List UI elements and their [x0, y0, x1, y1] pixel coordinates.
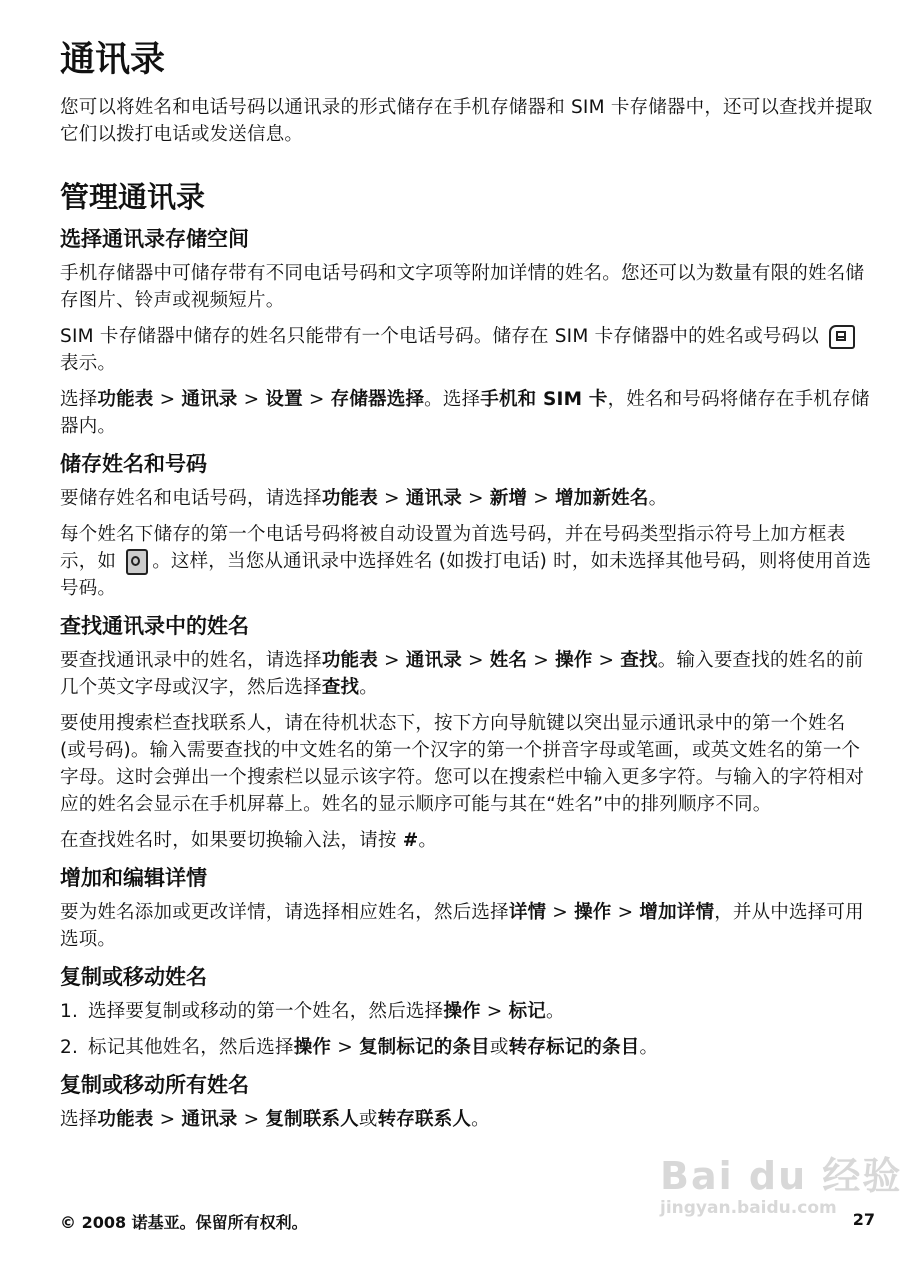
menu-path-item: 详情: [508, 902, 547, 923]
page-title: 通讯录: [60, 40, 166, 80]
menu-path-item: 转存联系人: [377, 1109, 472, 1130]
text-segment: 。选择: [424, 389, 481, 410]
text-segment: 您可以将姓名和电话号码以通讯录的形式储存在手机存储器和 SIM 卡存储器中，还可以查找并提取它们以拨打电话或发送信息。: [60, 97, 873, 145]
menu-path-item: 查找: [620, 650, 658, 671]
subsection-heading: 查找通讯录中的姓名: [60, 614, 249, 638]
paragraph: [60, 827, 875, 854]
menu-path-item: 操作: [443, 1001, 481, 1022]
text-segment: >: [331, 1037, 359, 1058]
subsection-heading: 增加和编辑详情: [60, 866, 207, 890]
menu-path-item: 标记: [508, 1001, 546, 1022]
watermark-logo: Bai du 经验: [660, 1154, 903, 1198]
paragraph: [60, 710, 875, 818]
section-heading: 管理通讯录: [60, 180, 206, 214]
paragraph: [60, 94, 875, 148]
text-segment: >: [237, 389, 266, 410]
text-segment: 表示。: [60, 353, 117, 374]
paragraph: [60, 386, 875, 440]
text-segment: 要使用搜索栏查找联系人，请在待机状态下，按下方向导航键以突出显示通讯录中的第一个姓名 (或号码)。输入需要查找的中文姓名的第一个汉字的第一个拼音字母或笔画，或英文姓名的第一个字母。这时会弹出一个搜索栏以显示该字符。您可以在搜索栏中输入更多字符。与输入的字符相对应的姓名会显示在手机屏幕上。姓名的显示顺序可能与其在“姓名”中的排列顺序不同。: [60, 713, 865, 815]
menu-path-item: 通讯录: [405, 488, 462, 509]
text-segment: 在查找姓名时，如果要切换输入法，请按: [60, 830, 403, 851]
menu-path-item: 操作: [555, 650, 593, 671]
page-number: 27: [852, 1210, 875, 1229]
subsection-heading: 复制或移动姓名: [60, 965, 207, 989]
text-segment: 。: [418, 830, 438, 851]
menu-path-item: 新增: [489, 488, 528, 509]
menu-path-item: 增加新姓名: [555, 488, 649, 509]
text-segment: >: [153, 1109, 182, 1130]
text-segment: 要储存姓名和电话号码，请选择: [60, 488, 322, 509]
paragraph: [60, 521, 875, 602]
text-segment: >: [377, 488, 406, 509]
text-segment: 。: [648, 488, 668, 509]
text-segment: >: [546, 902, 575, 923]
menu-path-item: 通讯录: [405, 650, 462, 671]
subsection-heading: 储存姓名和号码: [60, 452, 207, 476]
list-item-text: [88, 998, 565, 1025]
watermark-url: jingyan.baidu.com: [660, 1198, 837, 1218]
menu-path-item: 功能表: [97, 389, 154, 410]
text-segment: >: [237, 1109, 266, 1130]
paragraph: [60, 647, 875, 701]
text-segment: 。: [546, 1001, 565, 1022]
list-number: 2.: [60, 1037, 79, 1058]
text-segment: >: [527, 650, 556, 671]
menu-path-item: 功能表: [321, 488, 378, 509]
list-item-text: [88, 1034, 658, 1061]
paragraph: [60, 485, 875, 512]
list-item: [60, 998, 875, 1025]
paragraph: [60, 260, 875, 314]
text-segment: 要为姓名添加或更改详情，请选择相应姓名，然后选择: [60, 902, 509, 923]
text-segment: 。输入要查找的姓名的前几个英文字母或汉字，然后选择: [60, 650, 864, 698]
menu-path-item: 设置: [265, 389, 303, 410]
text-segment: 或: [358, 1109, 378, 1130]
menu-path-item: 存储器选择: [330, 389, 425, 410]
text-segment: 手机存储器中可储存带有不同电话号码和文字项等附加详情的姓名。您还可以为数量有限的姓名储存图片、铃声或视频短片。: [60, 263, 865, 311]
text-segment: >: [461, 650, 490, 671]
text-segment: 每个姓名下储存的第一个电话号码将被自动设置为首选号码，并在号码类型指示符号上加方框表示，如: [60, 524, 846, 572]
menu-path-item: 手机和 SIM 卡: [480, 389, 608, 410]
list-item: [60, 1034, 875, 1061]
menu-path-item: #: [402, 830, 419, 851]
text-segment: 选择要复制或移动的第一个姓名，然后选择: [88, 1001, 444, 1022]
text-segment: >: [527, 488, 556, 509]
baidu-watermark: [660, 1145, 902, 1218]
text-segment: SIM 卡存储器中储存的姓名只能带有一个电话号码。储存在 SIM 卡存储器中的姓名或号码以: [60, 326, 826, 347]
text-segment: >: [611, 902, 640, 923]
menu-path-item: 功能表: [97, 1109, 154, 1130]
menu-path-item: 复制联系人: [265, 1109, 359, 1130]
text-segment: ，姓名和号码将储存在手机存储器内。: [60, 389, 870, 437]
text-segment: 要查找通讯录中的姓名，请选择: [60, 650, 322, 671]
text-segment: >: [377, 650, 406, 671]
text-segment: >: [461, 488, 490, 509]
text-segment: >: [480, 1001, 509, 1022]
text-segment: 选择: [60, 389, 98, 410]
subsection-heading: 选择通讯录存储空间: [60, 227, 249, 251]
text-segment: 。这样，当您从通讯录中选择姓名 (如拨打电话) 时，如未选择其他号码，则将使用首选号码。: [60, 551, 872, 599]
copyright: © 2008 诺基亚。保留所有权利。: [60, 1213, 308, 1232]
text-segment: 或: [489, 1037, 509, 1058]
menu-path-item: 姓名: [489, 650, 528, 671]
menu-path-item: 通讯录: [181, 389, 238, 410]
paragraph: [60, 1106, 875, 1133]
subsection-heading: 复制或移动所有姓名: [60, 1073, 249, 1097]
menu-path-item: 查找: [321, 677, 360, 698]
text-segment: 。: [639, 1037, 659, 1058]
text-segment: ，并从中选择可用选项。: [60, 902, 864, 950]
menu-path-item: 转存标记的条目: [508, 1037, 640, 1058]
paragraph: [60, 323, 875, 377]
paragraph: [60, 899, 875, 953]
preferred-number-icon: [126, 549, 148, 575]
menu-path-item: 操作: [574, 902, 612, 923]
sim-icon: [829, 325, 855, 349]
text-segment: >: [592, 650, 621, 671]
text-segment: 标记其他姓名，然后选择: [88, 1037, 294, 1058]
text-segment: 选择: [60, 1109, 98, 1130]
menu-path-item: 复制标记的条目: [358, 1037, 490, 1058]
menu-path-item: 操作: [293, 1037, 332, 1058]
text-segment: >: [302, 389, 331, 410]
menu-path-item: 通讯录: [181, 1109, 238, 1130]
text-segment: 。: [359, 677, 378, 698]
list-number: 1.: [60, 1001, 79, 1022]
menu-path-item: 增加详情: [639, 902, 715, 923]
menu-path-item: 功能表: [321, 650, 378, 671]
text-segment: 。: [471, 1109, 490, 1130]
document-body: [60, 38, 875, 1142]
text-segment: >: [153, 389, 182, 410]
